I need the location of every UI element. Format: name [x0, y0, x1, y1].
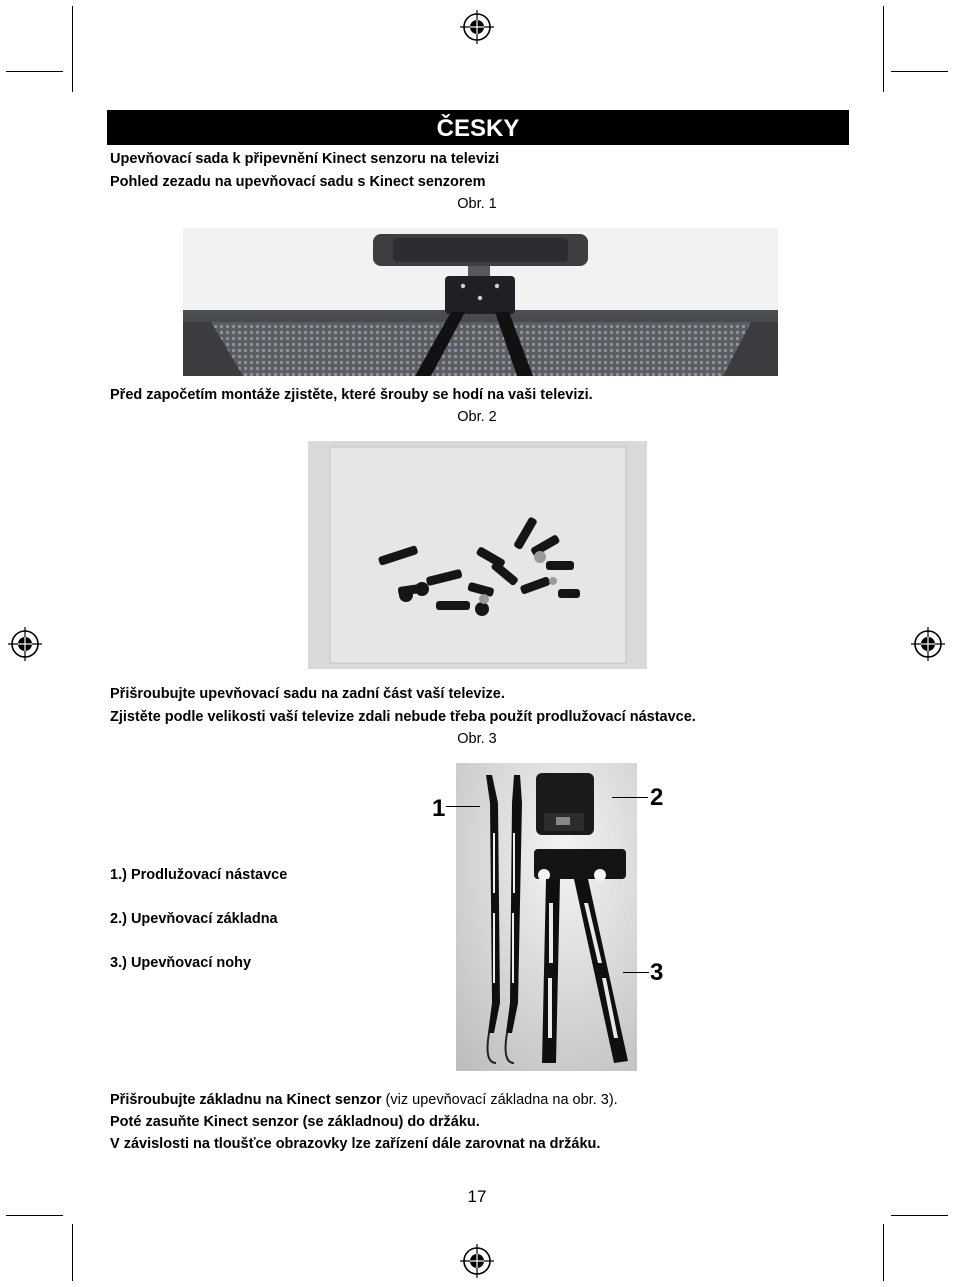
crop-mark — [883, 1224, 884, 1281]
page-number: 17 — [467, 1187, 487, 1206]
figure-3-photo — [456, 763, 637, 1071]
section-heading: Zjistěte podle velikosti vaší televize zdali nebude třeba použít prodlužovací nástavce. — [110, 709, 696, 725]
crop-mark — [72, 1224, 73, 1281]
instruction-normal: (viz upevňovací základna na obr. 3). — [381, 1092, 618, 1108]
crop-mark — [891, 1215, 948, 1216]
section-heading: Pohled zezadu na upevňovací sadu s Kinect senzorem — [110, 174, 486, 190]
callout-number: 1 — [432, 795, 446, 822]
legend-item: 2.) Upevňovací základna — [110, 911, 278, 927]
callout-number: 3 — [650, 959, 664, 986]
tv-mount-illustration — [183, 228, 778, 376]
instruction-line: Poté zasuňte Kinect senzor (se základnou) do držáku. — [110, 1114, 480, 1130]
section-heading: Přišroubujte upevňovací sadu na zadní část vaší televize. — [110, 686, 505, 702]
mount-parts-illustration — [456, 763, 637, 1071]
crop-mark — [891, 71, 948, 72]
legend-item: 3.) Upevňovací nohy — [110, 955, 252, 971]
crop-mark — [72, 6, 73, 92]
section-heading: Upevňovací sada k připevnění Kinect senzoru na televizi — [110, 151, 500, 167]
crop-mark — [6, 1215, 63, 1216]
section-heading: Před započetím montáže zjistěte, které šrouby se hodí na vaši televizi. — [110, 387, 593, 403]
callout-leader — [623, 972, 649, 973]
language-title: ČESKY — [436, 115, 520, 142]
instruction-line — [110, 1091, 618, 1109]
figure-caption: Obr. 3 — [457, 731, 497, 747]
callout-number: 2 — [650, 784, 664, 811]
callout-leader — [446, 806, 480, 807]
registration-mark-icon — [8, 627, 42, 661]
registration-mark-icon — [460, 1244, 494, 1278]
figure-1-photo — [183, 228, 778, 376]
crop-mark — [883, 6, 884, 92]
callout-leader — [612, 797, 648, 798]
registration-mark-icon — [460, 10, 494, 44]
figure-2-photo — [308, 441, 647, 669]
instruction-line: V závislosti na tloušťce obrazovky lze zařízení dále zarovnat na držáku. — [110, 1136, 601, 1152]
legend-item: 1.) Prodlužovací nástavce — [110, 867, 288, 883]
language-header — [107, 110, 849, 145]
crop-mark — [6, 71, 63, 72]
instruction-bold: Přišroubujte základnu na Kinect senzor — [110, 1092, 382, 1108]
figure-caption: Obr. 2 — [457, 409, 497, 425]
registration-mark-icon — [911, 627, 945, 661]
figure-caption: Obr. 1 — [457, 196, 497, 212]
screws-bag-illustration — [308, 441, 647, 669]
